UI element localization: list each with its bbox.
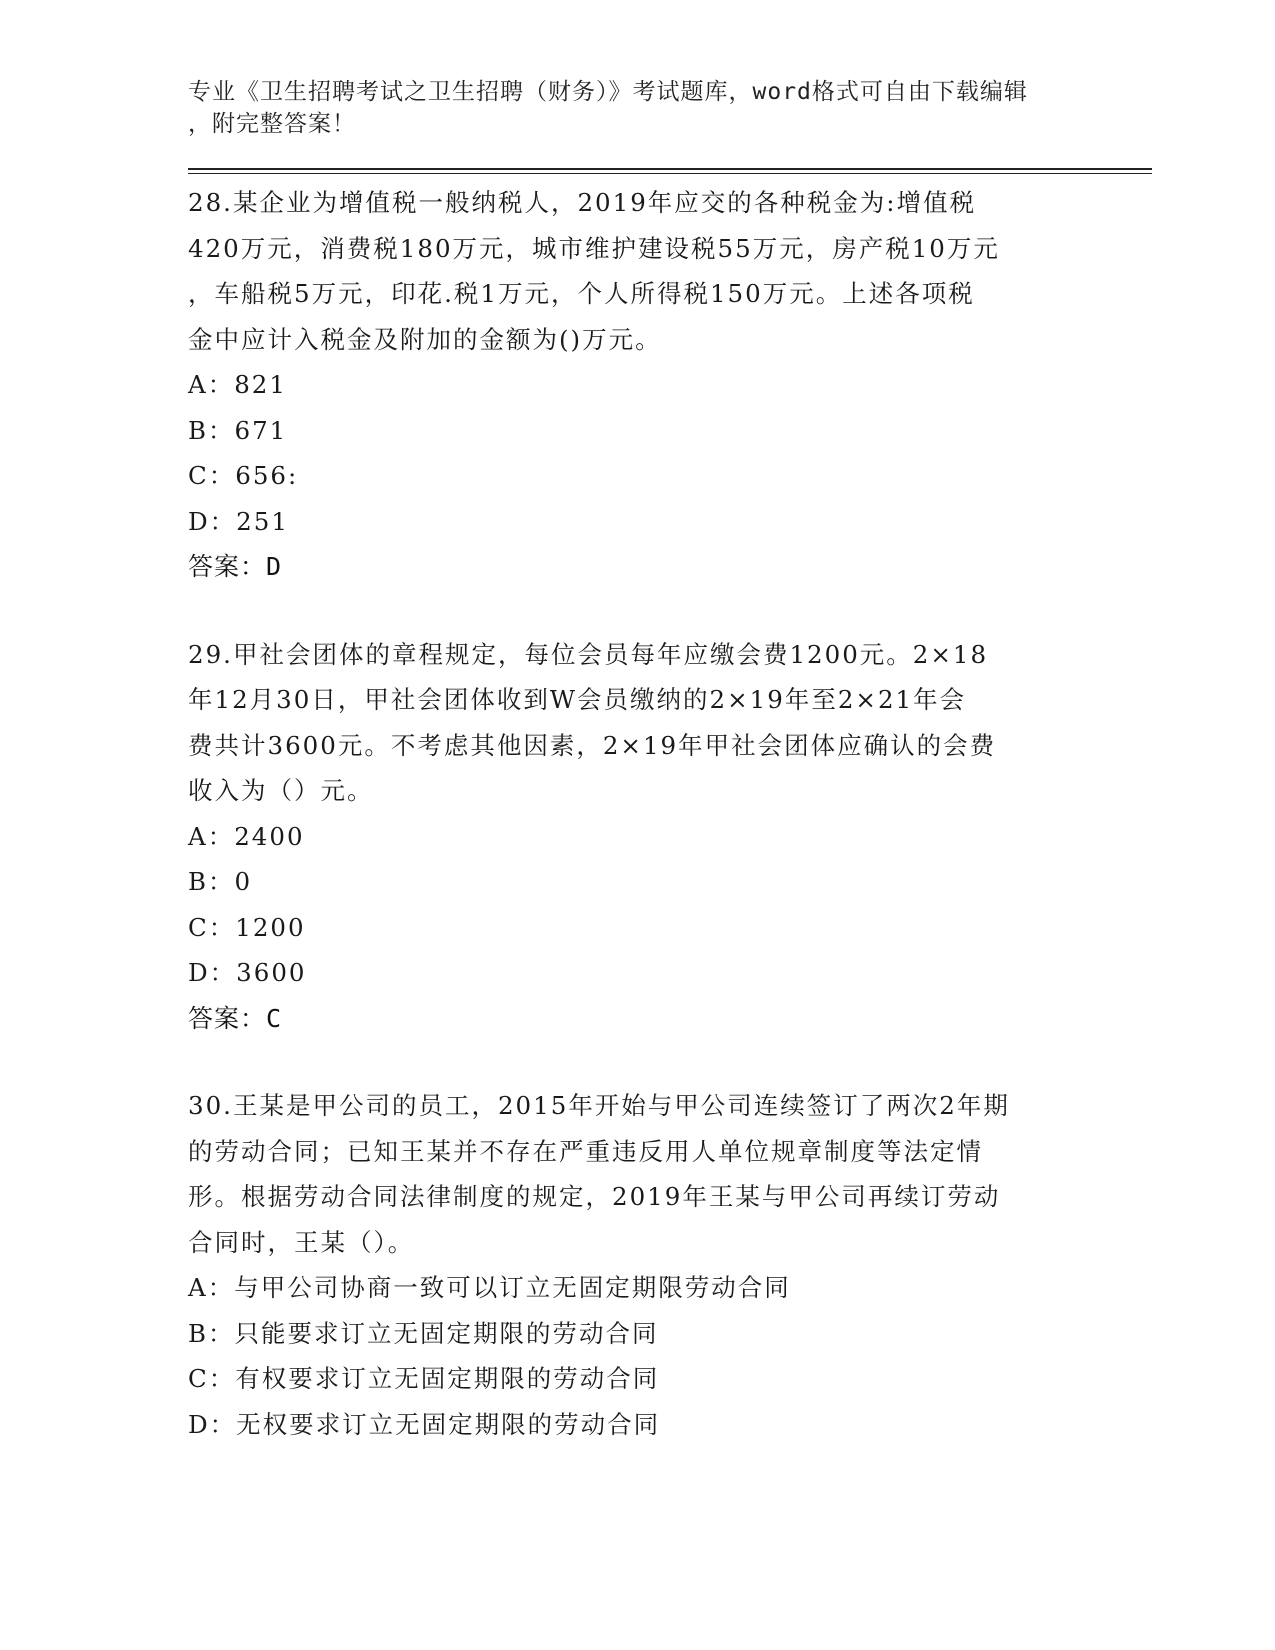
question-stem-line: 费共计3600元。不考虑其他因素，2×19年甲社会团体应确认的会费 [188, 730, 997, 760]
question-29 [188, 632, 1148, 996]
option-a: A：2400 [188, 821, 305, 851]
question-stem-line: 合同时，王某（）。 [188, 1227, 415, 1257]
question-stem-line: 28.某企业为增值税一般纳税人，2019年应交的各种税金为:增值税 [188, 188, 977, 217]
option-b: B：671 [188, 415, 288, 445]
option-b: B：0 [188, 867, 253, 896]
option-c: C：1200 [188, 912, 306, 942]
header-line-1: 专业《卫生招聘考试之卫生招聘（财务）》考试题库，word格式可自由下载编辑 [188, 79, 1028, 105]
option-d: D：无权要求订立无固定期限的劳动合同 [188, 1409, 661, 1439]
header-divider [188, 168, 1152, 174]
question-28 [188, 180, 1148, 544]
answer-28: 答案：D [188, 552, 283, 581]
question-spacer [188, 590, 1148, 632]
document-header [188, 76, 1088, 140]
question-stem-line: 年12月30日，甲社会团体收到W会员缴纳的2×19年至2×21年会 [188, 685, 967, 714]
question-stem-line: 形。根据劳动合同法律制度的规定，2019年王某与甲公司再续订劳动 [188, 1182, 1001, 1211]
question-stem-line: 收入为（）元。 [188, 776, 374, 805]
question-stem-line: 金中应计入税金及附加的金额为()万元。 [188, 324, 662, 354]
option-d: D：3600 [188, 958, 307, 987]
question-stem-line: 420万元，消费税180万元，城市维护建设税55万元，房产税10万元 [188, 233, 1000, 263]
question-stem-line: ，车船税5万元，印花.税1万元，个人所得税150万元。上述各项税 [188, 279, 975, 308]
question-spacer [188, 1041, 1148, 1083]
header-line-2: ，附完整答案！ [188, 111, 356, 137]
question-stem-line: 29.甲社会团体的章程规定，每位会员每年应缴会费1200元。2×18 [188, 639, 989, 669]
answer-29: 答案：C [188, 1003, 283, 1033]
option-b: B：只能要求订立无固定期限的劳动合同 [188, 1318, 659, 1348]
question-stem-line: 的劳动合同；已知王某并不存在严重违反用人单位规章制度等法定情 [188, 1136, 983, 1166]
option-d: D：251 [188, 506, 289, 536]
question-stem-line: 30.王某是甲公司的员工，2015年开始与甲公司连续签订了两次2年期 [188, 1091, 1010, 1120]
option-a: A：与甲公司协商一致可以订立无固定期限劳动合同 [188, 1273, 791, 1302]
document-page [188, 76, 1148, 1447]
option-c: C：有权要求订立无固定期限的劳动合同 [188, 1364, 660, 1393]
option-a: A：821 [188, 370, 287, 399]
option-c: C：656: [188, 461, 299, 490]
question-30 [188, 1083, 1148, 1447]
